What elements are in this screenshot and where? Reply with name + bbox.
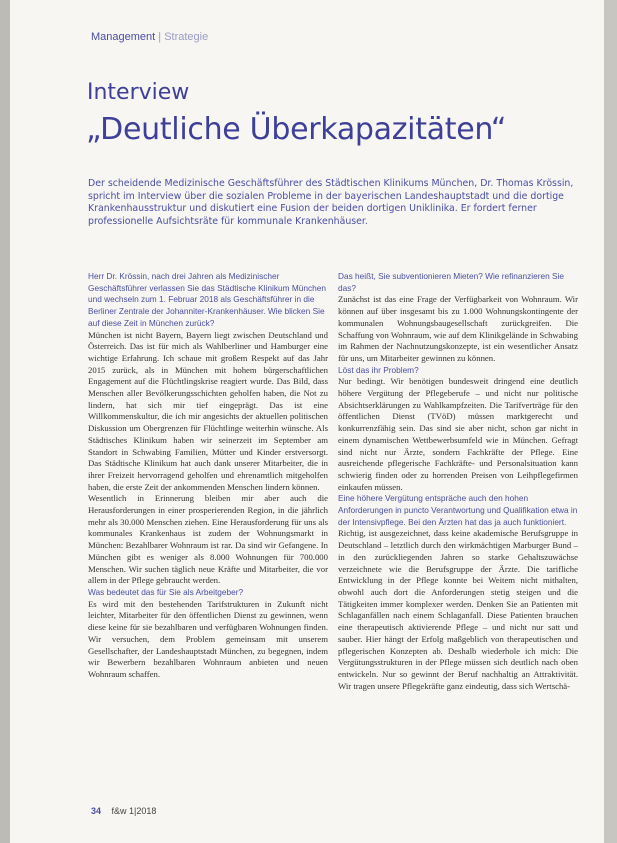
question-1: Herr Dr. Krössin, nach drei Jahren als Medizinischer Geschäftsführer verlassen Sie das Städtische Klinikum München und wechseln zum 1. Februar 2018 als Geschäftsführer in die Berliner Zentrale der Johanniter-Krankenhäuser. Wie blicken Sie auf diese Zeit in München zurück?	[88, 271, 326, 328]
answer-2: Es wird mit den bestehenden Tarifstrukturen in Zukunft nicht leichter, Mitarbeiter für den öffentlichen Dienst zu gewinnen, wenn diese keine für sie bezahlbaren und verfügbaren Wohnungen finden. Wir versuchen, dem Problem gemeinsam mit unserem Gesellschafter, der Landeshauptstadt München, zu begegnen, indem wir Bewerbern bezahlbaren Wohnraum anbieten und neuen Wohnraum schaffen.	[88, 598, 328, 679]
question-2: Was bedeutet das für Sie als Arbeitgeber?	[88, 586, 244, 597]
breadcrumb-separator: |	[158, 31, 162, 43]
left-column	[88, 271, 328, 681]
right-column	[338, 271, 578, 692]
article-kicker: Interview	[87, 80, 190, 105]
breadcrumb-section: Management	[91, 31, 156, 43]
question-5: Eine höhere Vergütung entspräche auch den hohen Anforderungen in puncto Verantwortung und Qualifikation etwa in der Intensivpflege. Bei den Ärzten hat das ja auch funktioniert.	[338, 493, 578, 527]
answer-1-continued: Wesentlich in Erinnerung bleiben mir aber auch die Herausforderungen in einer prosperierenden Region, in die jährlich mehr als 30.000 Menschen ziehen. Eine Herausforderung für uns als kommunales Krankenhaus ist zudem der Wohnungsmarkt in München: Bezahlbarer Wohnraum ist rar. Da sind wir Gefangene. In München gibt es weniger als 8.000 Wohnungen für 700.000 Menschen. Wir suchen täglich neue Kräfte und Mitarbeiter, die vor allem in der Pflege gebraucht werden.	[88, 493, 328, 586]
question-3: Das heißt, Sie subventionieren Mieten? Wie refinanzieren Sie das?	[338, 271, 564, 293]
book-spine-shadow	[0, 0, 10, 843]
page-number: 34	[91, 806, 102, 816]
question-4: Löst das ihr Problem?	[338, 364, 419, 375]
answer-1: München ist nicht Bayern, Bayern liegt zwischen Deutschland und Österreich. Das ist für mich als Wahlberliner und Hamburger eine wichtige Erfahrung. Ich schaue mit großem Respekt auf das Jahr 2015 zurück, als in München mit hohem bürgerschaftlichen Engagement auf die Flüchtlingskrise reagiert wurde. Das Bild, dass Menschen aller Bevölkerungsschichten geholfen haben, die Not zu lindern, hat sich mir tief eingeprägt. Das ist eine Willkommenskultur, die ich mir angesichts der aktuellen politischen Diskussion um Obergrenzen für Flüchtlinge weiterhin wünsche. Als Städtisches Klinikum haben wir seinerzeit im September am Standort in Schwabing Familien, Mütter und Kinder erstversorgt. Das Städtische Klinikum hat auch dank unserer Mitarbeiter, die in ihrer Freizeit hervorragend geholfen und ehrenamtlich mitgeholfen haben, die erste Zeit der ankommenden Menschen lindern können.	[88, 329, 328, 492]
answer-3: Zunächst ist das eine Frage der Verfügbarkeit von Wohnraum. Wir können auf über insgesamt bis zu 1.000 Wohnungskontingente der kommunalen Wohnungsbaugesellschaft zurückgreifen. Die Schaffung von Wohnraum, wie auf dem Klinikgelände in Schwabing im Rahmen der Nachnutzungskonzepte, ist ein wesentlicher Ansatz für uns, um Mitarbeiter gewinnen zu können.	[338, 294, 578, 363]
breadcrumb	[91, 31, 208, 43]
answer-5: Richtig, ist ausgezeichnet, dass keine akademische Berufsgruppe in Deutschland – letztlich durch den wirkmächtigen Marburger Bund – in den zurückliegenden Jahren so starke Gehaltszuwächse verzeichnete wie die Berufsgruppe der Ärzte. Die tarifliche Entwicklung in der Pflege konnte bei Weitem nicht mithalten, obwohl auch dort die Anforderungen stetig steigen und die Tätigkeiten immer komplexer werden. Denken Sie an Patienten mit Schlaganfällen nach einem Schlaganfall. Diese Patienten brauchen eine therapeutisch aktivierende Pflege – und nicht nur satt und sauber. Hier hängt der Erfolg maßgeblich von therapeutischen und pflegerischen Konzepten ab. Deshalb wiederhole ich mich: Die Vergütungsstrukturen in der Pflege müssen sich deutlich nach oben entwickeln. Nur so gewinnt der Beruf nachhaltig an Attraktivität. Wir tragen unsere Pflegekräfte ganz eindeutig, dass sich Wertschä-	[338, 528, 578, 691]
page-footer	[91, 806, 156, 816]
answer-4: Nur bedingt. Wir benötigen bundesweit dringend eine deutlich höhere Vergütung der Pflegeberufe – und nicht nur politische Absichtserklärungen zu Wahlkampfzeiten. Die Tarifverträge für den öffentlichen Dienst (TVöD) müssen marktgerecht und konkurrenzfähig sein. Das sind sie aber nicht, schon gar nicht in einem dynamischen Wettbewerbsumfeld wie in München. Gefragt sind nicht nur Ärzte, sondern Fachkräfte der Pflege. Eine ausreichende pflegerische Fachkräfte- und Personalsituation kann schwierig finden oder zu horrenden Preisen von Leihpflegefirmen einkaufen müssen.	[338, 376, 578, 492]
breadcrumb-subsection: Strategie	[164, 31, 209, 43]
article-headline: „Deutliche Überkapazitäten“	[86, 112, 507, 147]
publication-name: f&w 1|2018	[111, 806, 157, 816]
article-lead: Der scheidende Medizinische Geschäftsführer des Städtischen Klinikums München, Dr. Thomas Krössin, spricht im Interview über die sozialen Probleme in der bayerischen Landeshauptstadt und die dortige Krankenhausstruktur und diskutiert eine Fusion der beiden dortigen Uniklinika. Er fordert ferner professionelle Aufsichtsräte für kommunale Krankenhäuser.	[88, 178, 574, 227]
page-edge	[604, 0, 617, 843]
